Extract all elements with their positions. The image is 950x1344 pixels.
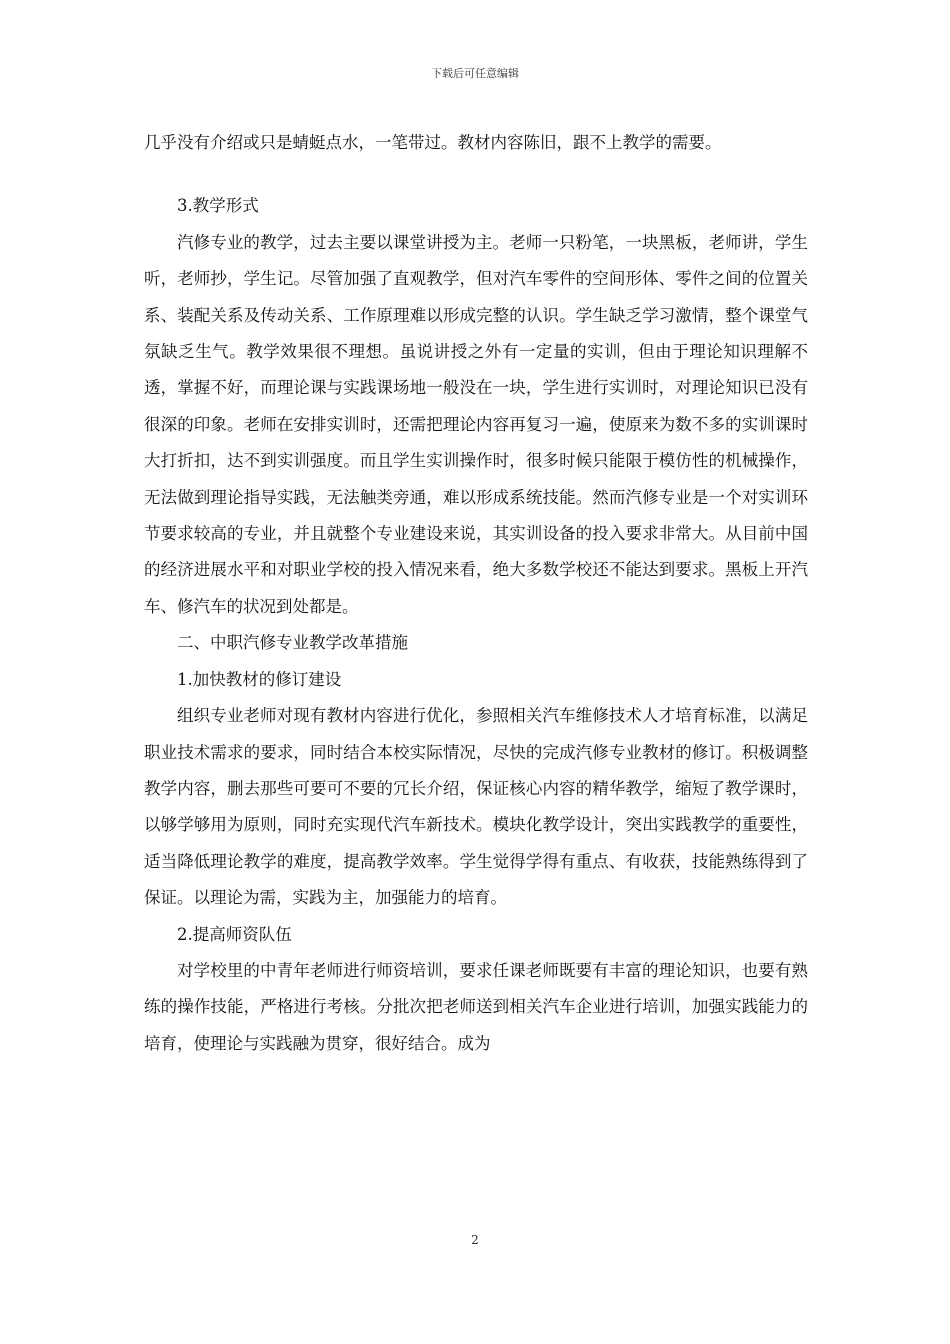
page-number: 2: [471, 1233, 479, 1247]
document-body: [144, 125, 808, 1062]
paragraph-gap: [144, 161, 808, 188]
paragraph-teaching-form: 汽修专业的教学，过去主要以课堂讲授为主。老师一只粉笔，一块黑板，老师讲，学生听，老师抄，学生记。尽管加强了直观教学，但对汽车零件的空间形体、零件之间的位置关系、装配关系及传动关系、工作原理难以形成完整的认识。学生缺乏学习激情，整个课堂气氛缺乏生气。教学效果很不理想。虽说讲授之外有一定量的实训，但由于理论知识理解不透，掌握不好，而理论课与实践课场地一般没在一块，学生进行实训时，对理论知识已没有很深的印象。老师在安排实训时，还需把理论内容再复习一遍，使原来为数不多的实训课时大打折扣，达不到实训强度。而且学生实训操作时，很多时候只能限于模仿性的机械操作，无法做到理论指导实践，无法触类旁通，难以形成系统技能。然而汽修专业是一个对实训环节要求较高的专业，并且就整个专业建设来说，其实训设备的投入要求非常大。从目前中国的经济进展水平和对职业学校的投入情况来看，绝大多数学校还不能达到要求。黑板上开汽车、修汽车的状况到处都是。: [144, 232, 808, 616]
section-heading-teaching-form: 3.教学形式: [177, 196, 259, 216]
subheading-teacher-team: 2.提高师资队伍: [177, 924, 292, 944]
subheading-textbook-revision: 1.加快教材的修订建设: [177, 669, 342, 689]
paragraph-textbook-revision: 组织专业老师对现有教材内容进行优化，参照相关汽车维修技术人才培育标准，以满足职业技术需求的要求，同时结合本校实际情况，尽快的完成汽修专业教材的修订。积极调整教学内容，删去那些可要可不要的冗长介绍，保证核心内容的精华教学，缩短了教学课时，以够学够用为原则，同时充实现代汽车新技术。模块化教学设计，突出实践教学的重要性，适当降低理论教学的难度，提高教学效率。学生觉得学得有重点、有收获，技能熟练得到了保证。以理论为需，实践为主，加强能力的培育。: [144, 706, 808, 908]
page-header: 下载后可任意编辑: [431, 67, 519, 80]
paragraph-teacher-team: 对学校里的中青年老师进行师资培训，要求任课老师既要有丰富的理论知识，也要有熟练的操作技能，严格进行考核。分批次把老师送到相关汽车企业进行培训，加强实践能力的培育，使理论与实践融为贯穿，很好结合。成为: [144, 960, 808, 1053]
paragraph-continuation: 几乎没有介绍或只是蜻蜓点水，一笔带过。教材内容陈旧，跟不上教学的需要。: [144, 133, 722, 152]
section-heading-reform-measures: 二、中职汽修专业教学改革措施: [177, 633, 408, 653]
